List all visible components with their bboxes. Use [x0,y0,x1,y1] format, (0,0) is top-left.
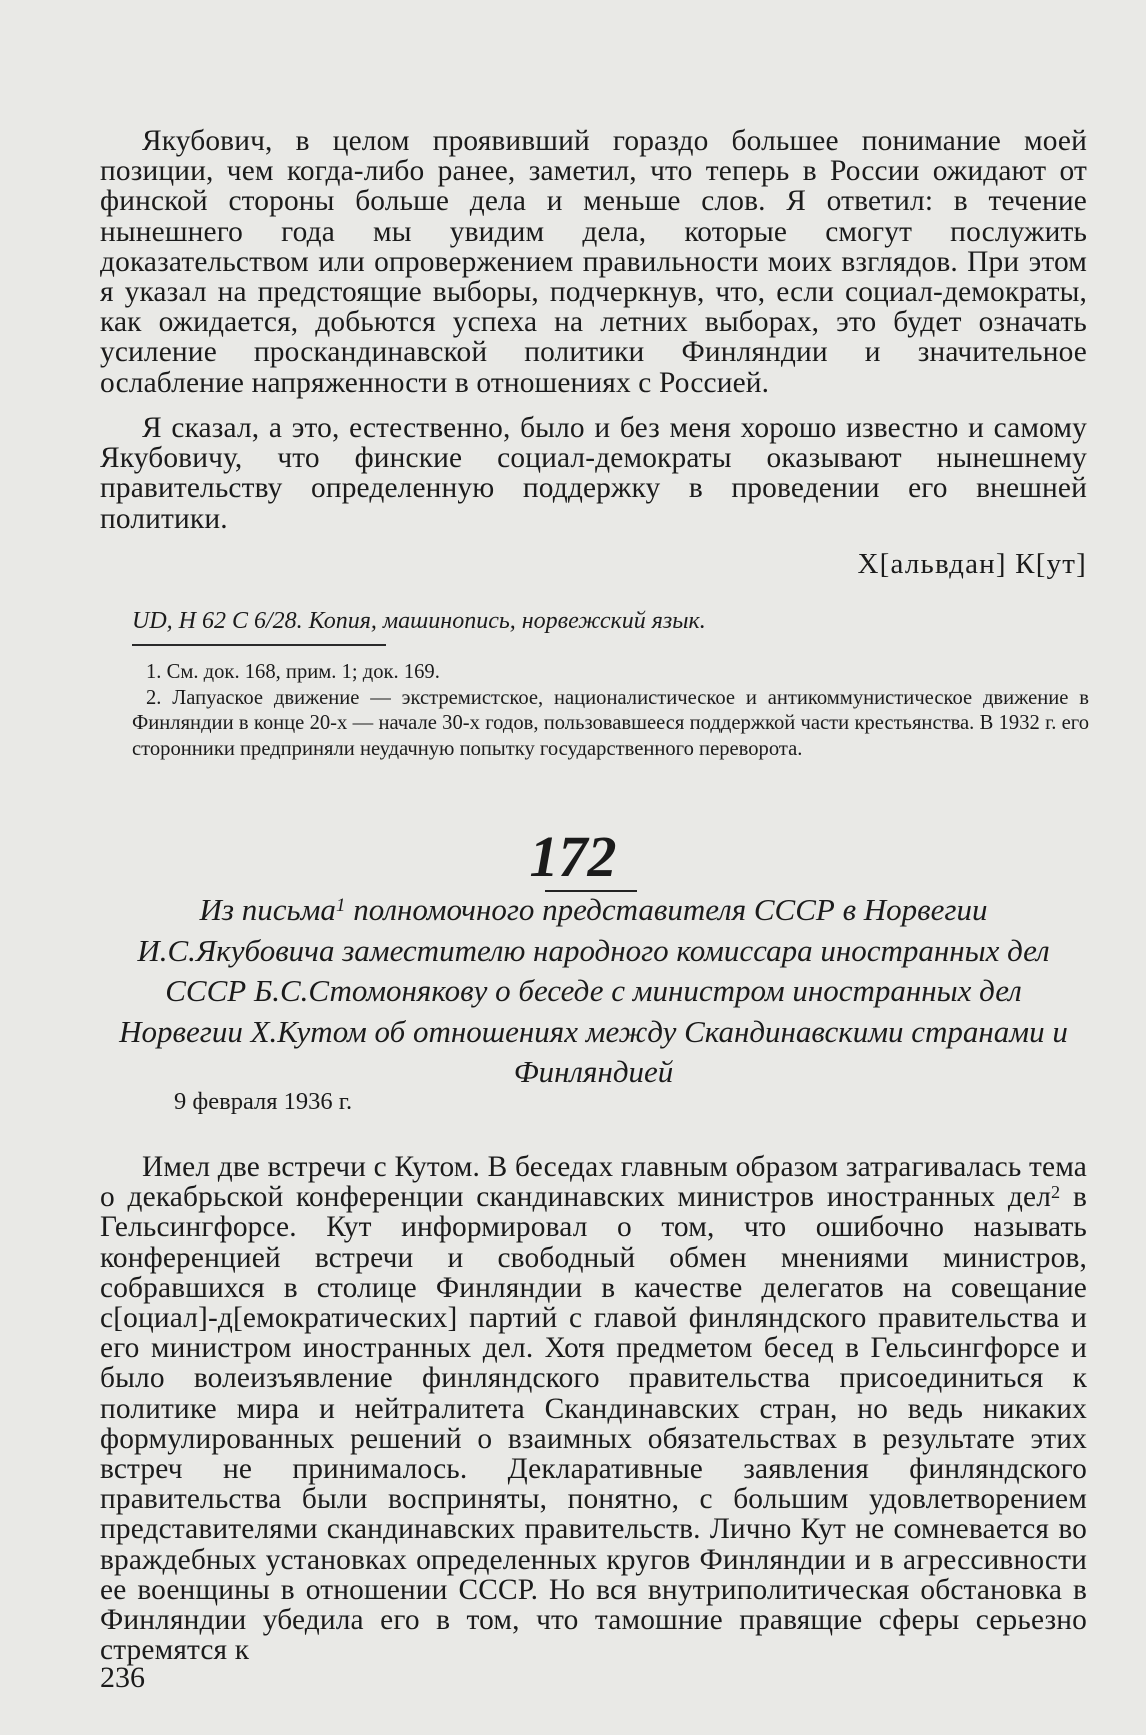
footnote-2: 2. Лапуаское движение — экстремистское, националистическое и антикоммунистическое движение в Финляндии в конце 20-х — начале 30-х годов, пользовавшееся поддержкой части крестьянства. В 1932 г. его сторонники предприняли неудачную попытку государственного переворота. [132,686,1089,760]
body-paragraph-1: Якубович, в целом проявивший гораздо большее понимание моей позиции, чем когда-либо ранее, заметил, что теперь в России ожидают от финской стороны больше дела и меньше слов. Я ответил: в течение нынешнего года мы увидим дела, которые смогут послужить доказательством или опровержением правильности моих взглядов. При этом я указал на предстоящие выборы, подчеркнув, что, если социал-демократы, как ожидается, добьются успеха на летних выборах, это будет означать усиление проскандинавской политики Финляндии и значительное ослабление напряженности в отношениях с Россией. [100,125,1087,399]
footnote-divider [132,644,386,646]
archive-source: UD, H 62 C 6/28. Копия, машинопись, норвежский язык. [132,608,706,634]
document-heading [100,890,1087,1093]
paragraph-3-start: Имел две встречи с Кутом. В беседах главным образом затрагивалась тема о декабрьской конференции скандинавских министров иностранных дел [100,1151,1087,1214]
footnote-1: 1. См. док. 168, прим. 1; док. 169. [146,661,440,683]
signature: Х[альвдан] К[ут] [857,548,1087,580]
body-paragraph-3 [100,1152,1087,1665]
heading-text-start: Из письма [199,892,336,927]
body-paragraph-2: Я сказал, а это, естественно, было и без меня хорошо известно и самому Якубовичу, что финские социал-демократы оказывают нынешнему правительству определенную поддержку в проведении его внешней политики. [100,412,1087,535]
footnotes [132,660,1089,762]
document-date: 9 февраля 1936 г. [174,1088,353,1115]
heading-footnote-ref: 1 [335,895,346,917]
page-number: 236 [100,1661,145,1694]
paragraph-3-rest: в Гельсингфорсе. Кут информировал о том, что ошибочно называть конференцией встречи и свободный обмен мнениями министров, собравшихся в столице Финляндии в качестве делегатов на совещание с[оциал]-д[емократических] партий с главой финляндского правительства и его министром иностранных дел. Хотя предметом бесед в Гельсингфорсе и было волеизъявление финляндского правительства присоединиться к политике мира и нейтралитета Скандинавских стран, но ведь никаких формулированных решений о взаимных обязательствах в результате этих встреч не принималось. Декларативные заявления финляндского правительства были восприняты, понятно, с большим удовлетворением представителями скандинавских правительств. Лично Кут не сомневается во враждебных установках определенных кругов Финляндии и в агрессивности ее военщины в отношении СССР. Но вся внутриполитическая обстановка в Финляндии убедила его в том, что тамошние правящие сферы серьезно стремятся к [100,1181,1087,1667]
heading-text-rest: полномочного представителя СССР в Норвегии И.С.Якубовича заместителю народного комиссара иностранных дел СССР Б.С.Стомонякову о беседе с министром иностранных дел Норвегии Х.Кутом об отношениях между Скандинавскими странами и Финляндией [119,892,1068,1089]
document-number: 172 [529,824,617,889]
paragraph-footnote-ref: 2 [1051,1182,1061,1203]
